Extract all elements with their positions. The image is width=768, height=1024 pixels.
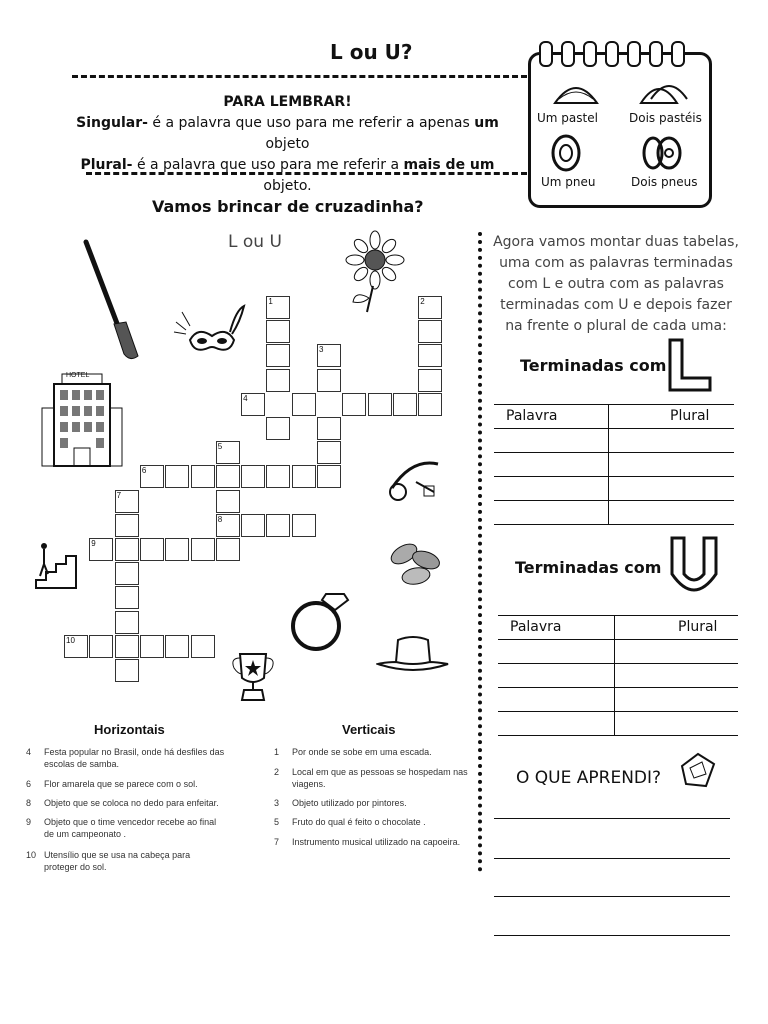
crossword-cell[interactable] — [115, 635, 139, 658]
ring-icon — [290, 588, 350, 654]
crossword-cell[interactable] — [266, 344, 290, 367]
clue-vertical: 5 Fruto do qual é feito o chocolate . — [274, 817, 426, 827]
table-header: Plural — [670, 408, 710, 424]
notebook-caption: Dois pneus — [631, 175, 698, 189]
ring-icon — [539, 41, 553, 67]
vertical-divider — [478, 232, 482, 872]
crossword-cell[interactable] — [266, 320, 290, 343]
table-u — [498, 615, 738, 736]
hotel-icon — [40, 372, 126, 468]
ring-icon — [627, 41, 641, 67]
crossword-cell[interactable] — [115, 538, 139, 561]
plural-text: é a palavra que uso para me referir a — [132, 157, 404, 173]
crossword-cell[interactable] — [216, 538, 240, 561]
sunflower-icon — [345, 230, 407, 314]
crossword-number: 3 — [319, 345, 324, 355]
ring-icon — [671, 41, 685, 67]
cocoa-beans-icon — [388, 538, 444, 588]
crossword-cell[interactable] — [216, 465, 240, 488]
reminder-box — [60, 92, 515, 197]
crossword-cell[interactable] — [418, 344, 442, 367]
singular-text: é a palavra que uso para me referir a apenas — [147, 115, 475, 131]
crossword-number: 10 — [66, 635, 75, 645]
trophy-icon — [228, 648, 278, 706]
ring-icon — [561, 41, 575, 67]
letter-l-icon — [666, 338, 714, 392]
divider-top — [72, 75, 527, 78]
notebook-card — [528, 52, 712, 208]
table-header: Palavra — [506, 408, 558, 424]
crossword-cell[interactable] — [191, 538, 215, 561]
crossword-title: L ou U — [228, 232, 282, 252]
crossword-cell[interactable] — [266, 514, 290, 537]
answer-line[interactable] — [494, 858, 730, 859]
carnival-mask-icon — [172, 302, 246, 360]
crossword-cell[interactable] — [418, 320, 442, 343]
crossword-number: 8 — [217, 514, 223, 524]
crossword-cell[interactable] — [418, 369, 442, 392]
crossword-cell[interactable] — [165, 465, 189, 488]
singular-label: Singular- — [76, 115, 148, 131]
clue-horizontal: 8 Objeto que se coloca no dedo para enfeitar. — [26, 798, 219, 808]
crossword-cell[interactable] — [292, 465, 316, 488]
crossword-cell[interactable] — [393, 393, 417, 416]
table-header: Palavra — [510, 619, 562, 635]
singular-definition — [60, 113, 515, 155]
learned-heading: O QUE APRENDI? — [516, 768, 662, 788]
clue-vertical: 1 Por onde se sobe em uma escada. — [274, 747, 432, 757]
crossword-cell[interactable] — [191, 635, 215, 658]
crossword-cell[interactable] — [317, 369, 341, 392]
plural-label: Plural- — [80, 157, 133, 173]
crossword-cell[interactable] — [241, 465, 265, 488]
singular-bold: um — [474, 115, 499, 131]
page-title: L ou U? — [330, 40, 413, 64]
clue-horizontal: 6 Flor amarela que se parece com o sol. — [26, 779, 198, 789]
stairs-icon — [34, 540, 78, 590]
crossword-cell[interactable] — [317, 441, 341, 464]
crossword-cell[interactable] — [115, 586, 139, 609]
pastel-icon — [551, 77, 601, 109]
crossword-cell[interactable] — [266, 465, 290, 488]
crossword-cell[interactable] — [165, 538, 189, 561]
crossword-number: 6 — [141, 466, 147, 476]
pasteis-icon — [637, 75, 689, 109]
crossword-cell[interactable] — [342, 393, 366, 416]
hat-icon — [376, 632, 450, 676]
answer-line[interactable] — [494, 896, 730, 897]
crossword-cell[interactable] — [140, 538, 164, 561]
plural-text-end: objeto. — [263, 178, 312, 194]
answer-line[interactable] — [494, 935, 730, 936]
crossword-number: 9 — [91, 539, 96, 548]
notebook-caption: Um pastel — [537, 111, 598, 125]
crossword-cell[interactable] — [115, 659, 139, 682]
crossword-cell[interactable] — [317, 465, 341, 488]
clue-vertical: 7 Instrumento musical utilizado na capoeira. — [274, 837, 461, 847]
crossword-number: 5 — [217, 442, 223, 452]
table-l — [494, 404, 734, 525]
letter-u-icon — [668, 536, 720, 596]
crossword-number: 1 — [268, 297, 273, 306]
crossword-cell[interactable] — [115, 562, 139, 585]
crossword-cell[interactable] — [418, 393, 442, 416]
reminder-heading: PARA LEMBRAR! — [223, 94, 352, 110]
answer-line[interactable] — [494, 818, 730, 819]
ring-icon — [605, 41, 619, 67]
crossword-cell[interactable] — [216, 490, 240, 513]
berimbau-icon — [386, 458, 442, 510]
crossword-cell[interactable] — [266, 417, 290, 440]
crossword-cell[interactable] — [165, 635, 189, 658]
crossword-number: 7 — [116, 490, 122, 500]
clue-horizontal: 9 Objeto que o time vencedor recebe ao final de um campeonato . — [26, 817, 217, 839]
clue-vertical: 3 Objeto utilizado por pintores. — [274, 798, 407, 808]
paintbrush-icon — [78, 238, 142, 364]
crossword-cell[interactable] — [115, 514, 139, 537]
singular-text-end: objeto — [265, 136, 310, 152]
section-title: Vamos brincar de cruzadinha? — [152, 197, 424, 216]
notebook-caption: Um pneu — [541, 175, 596, 189]
ring-icon — [649, 41, 663, 67]
crossword-cell[interactable] — [317, 417, 341, 440]
puzzle-icon — [676, 748, 720, 792]
instructions-text: Agora vamos montar duas tabelas, uma com as palavras terminadas com L e outra com as palavras terminadas com U e depois fazer na frente o plural de cada uma: — [493, 234, 739, 334]
clue-horizontal: 10 Utensílio que se usa na cabeça para proteger do sol. — [26, 850, 191, 872]
plural-definition — [60, 155, 515, 197]
table-header: Plural — [678, 619, 718, 635]
table-l-heading: Terminadas com — [520, 356, 667, 375]
vertical-heading: Verticais — [342, 722, 396, 737]
crossword-cell[interactable] — [241, 514, 265, 537]
ring-icon — [583, 41, 597, 67]
crossword-cell[interactable] — [292, 393, 316, 416]
crossword-cell[interactable] — [368, 393, 392, 416]
notebook-caption: Dois pastéis — [629, 111, 702, 125]
horizontal-heading: Horizontais — [94, 722, 165, 737]
plural-bold: mais de um — [403, 157, 495, 173]
hotel-sign: HOTEL — [66, 372, 90, 379]
crossword-cell[interactable] — [89, 635, 113, 658]
crossword-number: 2 — [420, 297, 425, 306]
crossword-cell[interactable] — [292, 514, 316, 537]
tire-icon — [549, 133, 583, 173]
crossword-number: 4 — [243, 393, 248, 403]
clue-vertical: 2 Local em que as pessoas se hospedam nas viagens. — [274, 767, 468, 789]
table-u-heading: Terminadas com — [515, 558, 662, 577]
clue-horizontal: 4 Festa popular no Brasil, onde há desfiles das escolas de samba. — [26, 747, 225, 769]
crossword-cell[interactable] — [140, 635, 164, 658]
crossword-cell[interactable] — [266, 369, 290, 392]
tires-icon — [641, 135, 683, 171]
crossword-cell[interactable] — [115, 611, 139, 634]
crossword-cell[interactable] — [191, 465, 215, 488]
